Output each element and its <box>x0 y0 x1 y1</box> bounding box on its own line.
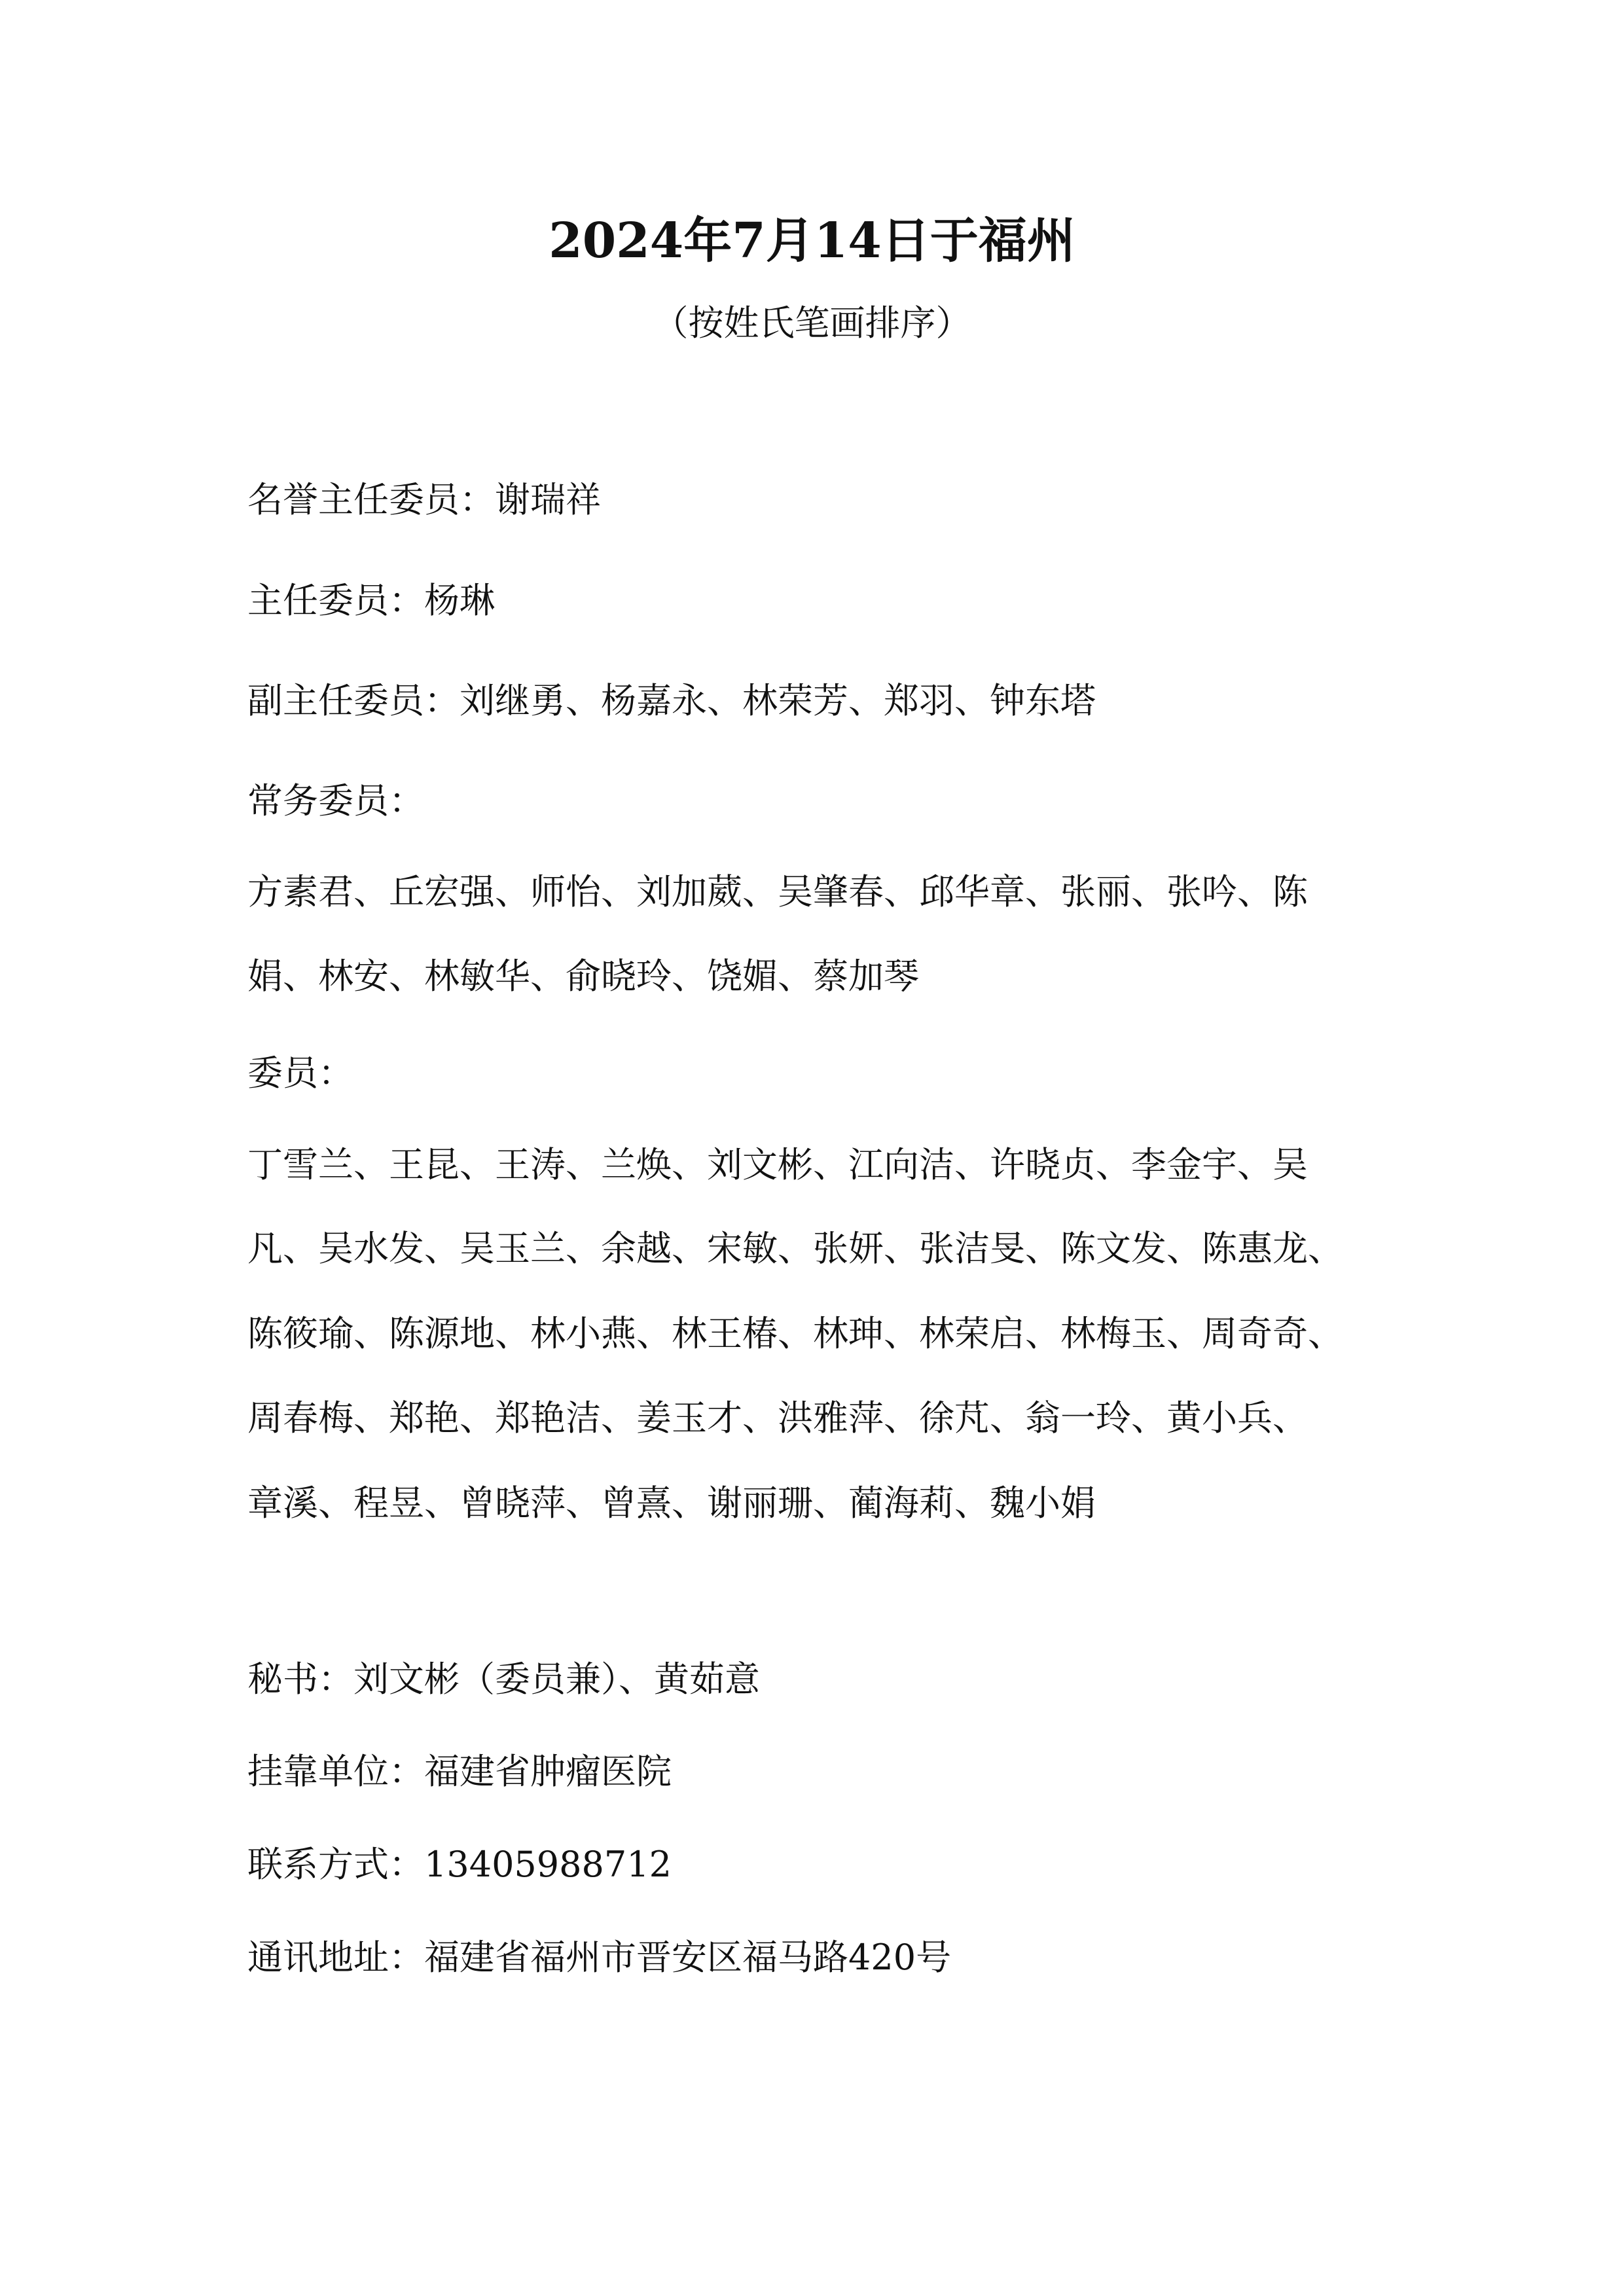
document-subtitle: （按姓氏笔画排序） <box>653 302 971 344</box>
standing-committee-label: 常务委员： <box>247 780 424 821</box>
secretary-line <box>247 1653 1399 1706</box>
members-names-line: 丁雪兰、王昆、王涛、兰焕、刘文彬、江向洁、许晓贞、李金宇、吴 <box>247 1144 1308 1185</box>
secretary-names: 刘文彬（委员兼）、黄茹意 <box>353 1659 760 1700</box>
chair-name: 杨琳 <box>424 580 495 621</box>
affiliated-unit-value: 福建省肿瘤医院 <box>424 1751 672 1792</box>
vice-chair-names: 刘继勇、杨嘉永、林荣芳、郑羽、钟东塔 <box>460 680 1096 721</box>
members-label: 委员： <box>247 1052 353 1094</box>
honorary-chair-name: 谢瑞祥 <box>495 479 601 520</box>
contact-label: 联系方式： <box>247 1844 424 1885</box>
contact-phone: 13405988712 <box>424 1844 672 1885</box>
standing-committee-names-line: 方素君、丘宏强、师怡、刘加葳、吴肇春、邱华章、张丽、张吟、陈 <box>247 871 1308 912</box>
vice-chair-label: 副主任委员： <box>247 680 460 721</box>
vice-chair-line <box>247 675 1399 727</box>
members-names-line: 陈筱瑜、陈源地、林小燕、林王椿、林珅、林荣启、林梅玉、周奇奇、 <box>247 1313 1343 1354</box>
address-value: 福建省福州市晋安区福马路420号 <box>424 1937 952 1978</box>
address-label: 通讯地址： <box>247 1937 424 1978</box>
chair-line <box>247 575 1399 627</box>
address-line <box>247 1931 1399 1984</box>
members-names-line: 章溪、程昱、曾晓萍、曾熹、谢丽珊、蔺海莉、魏小娟 <box>247 1482 1096 1524</box>
affiliated-unit-line <box>247 1746 1399 1798</box>
members-names-line: 凡、吴水发、吴玉兰、余越、宋敏、张妍、张洁旻、陈文发、陈惠龙、 <box>247 1228 1343 1269</box>
standing-committee-names-line: 娟、林安、林敏华、俞晓玲、饶媚、蔡加琴 <box>247 956 919 997</box>
chair-label: 主任委员： <box>247 580 424 621</box>
honorary-chair-label: 名誉主任委员： <box>247 479 495 520</box>
document-title: 2024年7月14日于福州 <box>549 213 1075 269</box>
affiliated-unit-label: 挂靠单位： <box>247 1751 424 1792</box>
honorary-chair-line <box>247 474 1399 526</box>
members-names-line: 周春梅、郑艳、郑艳洁、姜玉才、洪雅萍、徐芃、翁一玲、黄小兵、 <box>247 1397 1308 1439</box>
secretary-label: 秘书： <box>247 1659 353 1700</box>
contact-line <box>247 1839 1399 1891</box>
